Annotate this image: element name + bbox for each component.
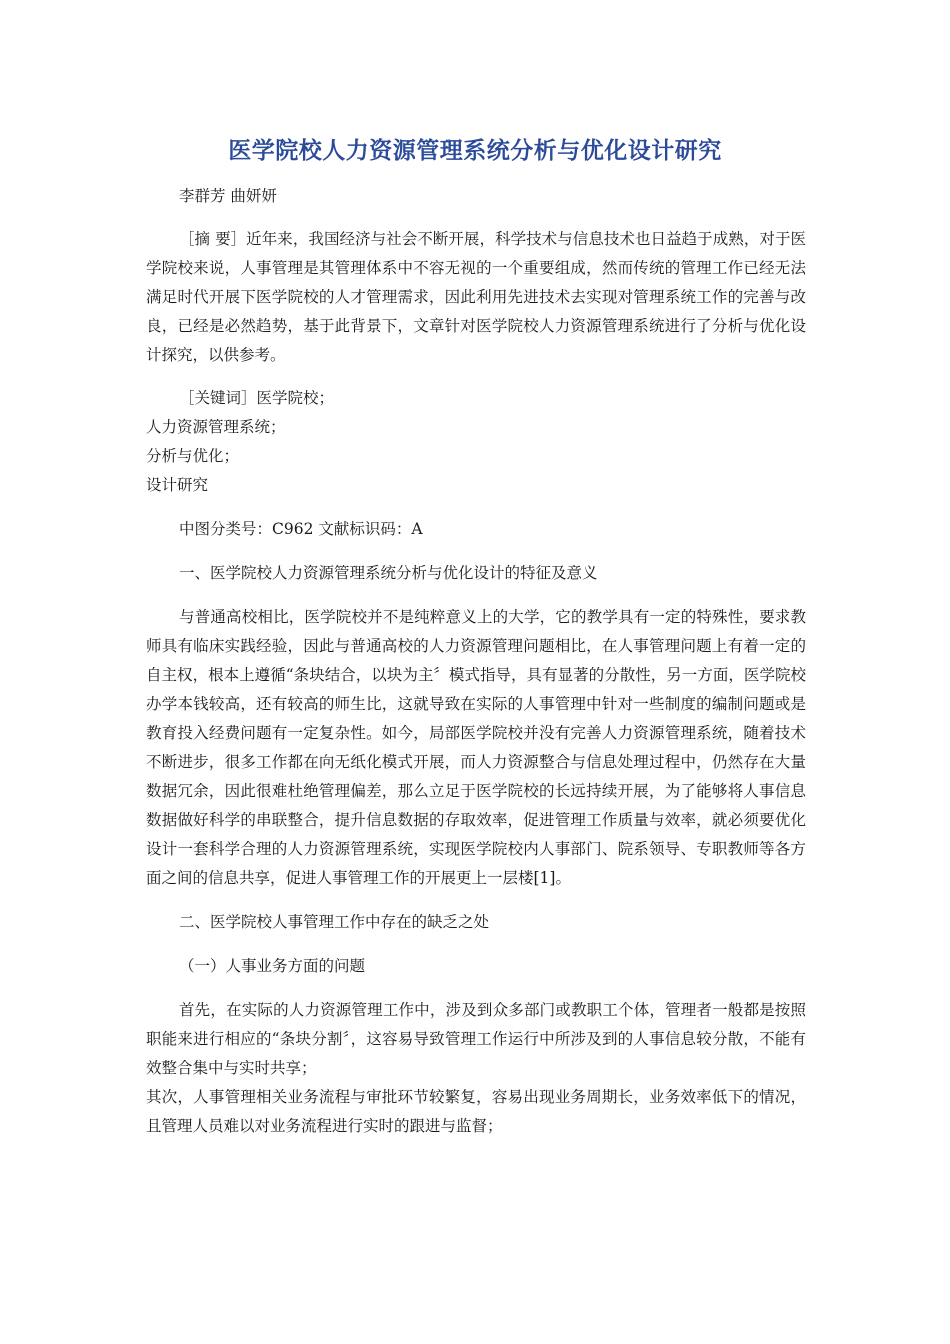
- authors-line: 李群芳 曲妍妍: [179, 187, 277, 205]
- section-heading-2: 二、医学院校人事管理工作中存在的缺乏之处: [179, 913, 490, 931]
- document-title: 医学院校人力资源管理系统分析与优化设计研究: [228, 138, 722, 164]
- document-body: [146, 182, 806, 1141]
- keyword-item: 设计研究: [146, 476, 209, 494]
- subsection-1-paragraph-2: 其次，人事管理相关业务流程与审批环节较繁复，容易出现业务周期长，业务效率低下的情况，且管理人员难以对业务流程进行实时的跟进与监督；: [146, 1088, 806, 1135]
- subsection-heading-1: （一）人事业务方面的问题: [179, 957, 366, 975]
- keyword-item: 分析与优化；: [146, 447, 240, 465]
- section-heading-1: 一、医学院校人力资源管理系统分析与优化设计的特征及意义: [179, 564, 598, 582]
- keywords-label: ［关键词］医学院校；: [179, 389, 335, 407]
- section-1-paragraph: 与普通高校相比，医学院校并不是纯粹意义上的大学，它的教学具有一定的特殊性，要求教师具有临床实践经验，因此与普通高校的人力资源管理问题相比，在人事管理问题上有着一定的自主权，根本上遵循“条块结合，以块为主〞模式指导，具有显著的分散性，另一方面，医学院校办学本钱较高，还有较高的师生比，这就导致在实际的人事管理中针对一些制度的编制问题或是教育投入经费问题有一定复杂性。如今，局部医学院校并没有完善人力资源管理系统，随着技术不断进步，很多工作都在向无纸化模式开展，而人力资源整合与信息处理过程中，仍然存在大量数据冗余，因此很难杜绝管理偏差，那么立足于医学院校的长远持续开展，为了能够将人事信息数据做好科学的串联整合，提升信息数据的存取效率，促进管理工作质量与效率，就必须要优化设计一套科学合理的人力资源管理系统，实现医学院校内人事部门、院系领导、专职教师等各方面之间的信息共享，促进人事管理工作的开展更上一层楼[1]。: [146, 608, 806, 887]
- keyword-item: 人力资源管理系统；: [146, 418, 286, 436]
- classification-line: 中图分类号：C962 文献标识码：A: [179, 520, 423, 538]
- abstract-paragraph: ［摘 要］近年来，我国经济与社会不断开展，科学技术与信息技术也日益趋于成熟，对于医学院校来说，人事管理是其管理体系中不容无视的一个重要组成，然而传统的管理工作已经无法满足时代开展下医学院校的人才管理需求，因此利用先进技术去实现对管理系统工作的完善与改良，已经是必然趋势，基于此背景下，文章针对医学院校人力资源管理系统进行了分析与优化设计探究，以供参考。: [146, 230, 806, 364]
- subsection-1-paragraph-1: 首先，在实际的人力资源管理工作中，涉及到众多部门或教职工个体，管理者一般都是按照职能来进行相应的“条块分割〞，这容易导致管理工作运行中所涉及到的人事信息较分散，不能有效整合集中与实时共享；: [146, 1001, 806, 1077]
